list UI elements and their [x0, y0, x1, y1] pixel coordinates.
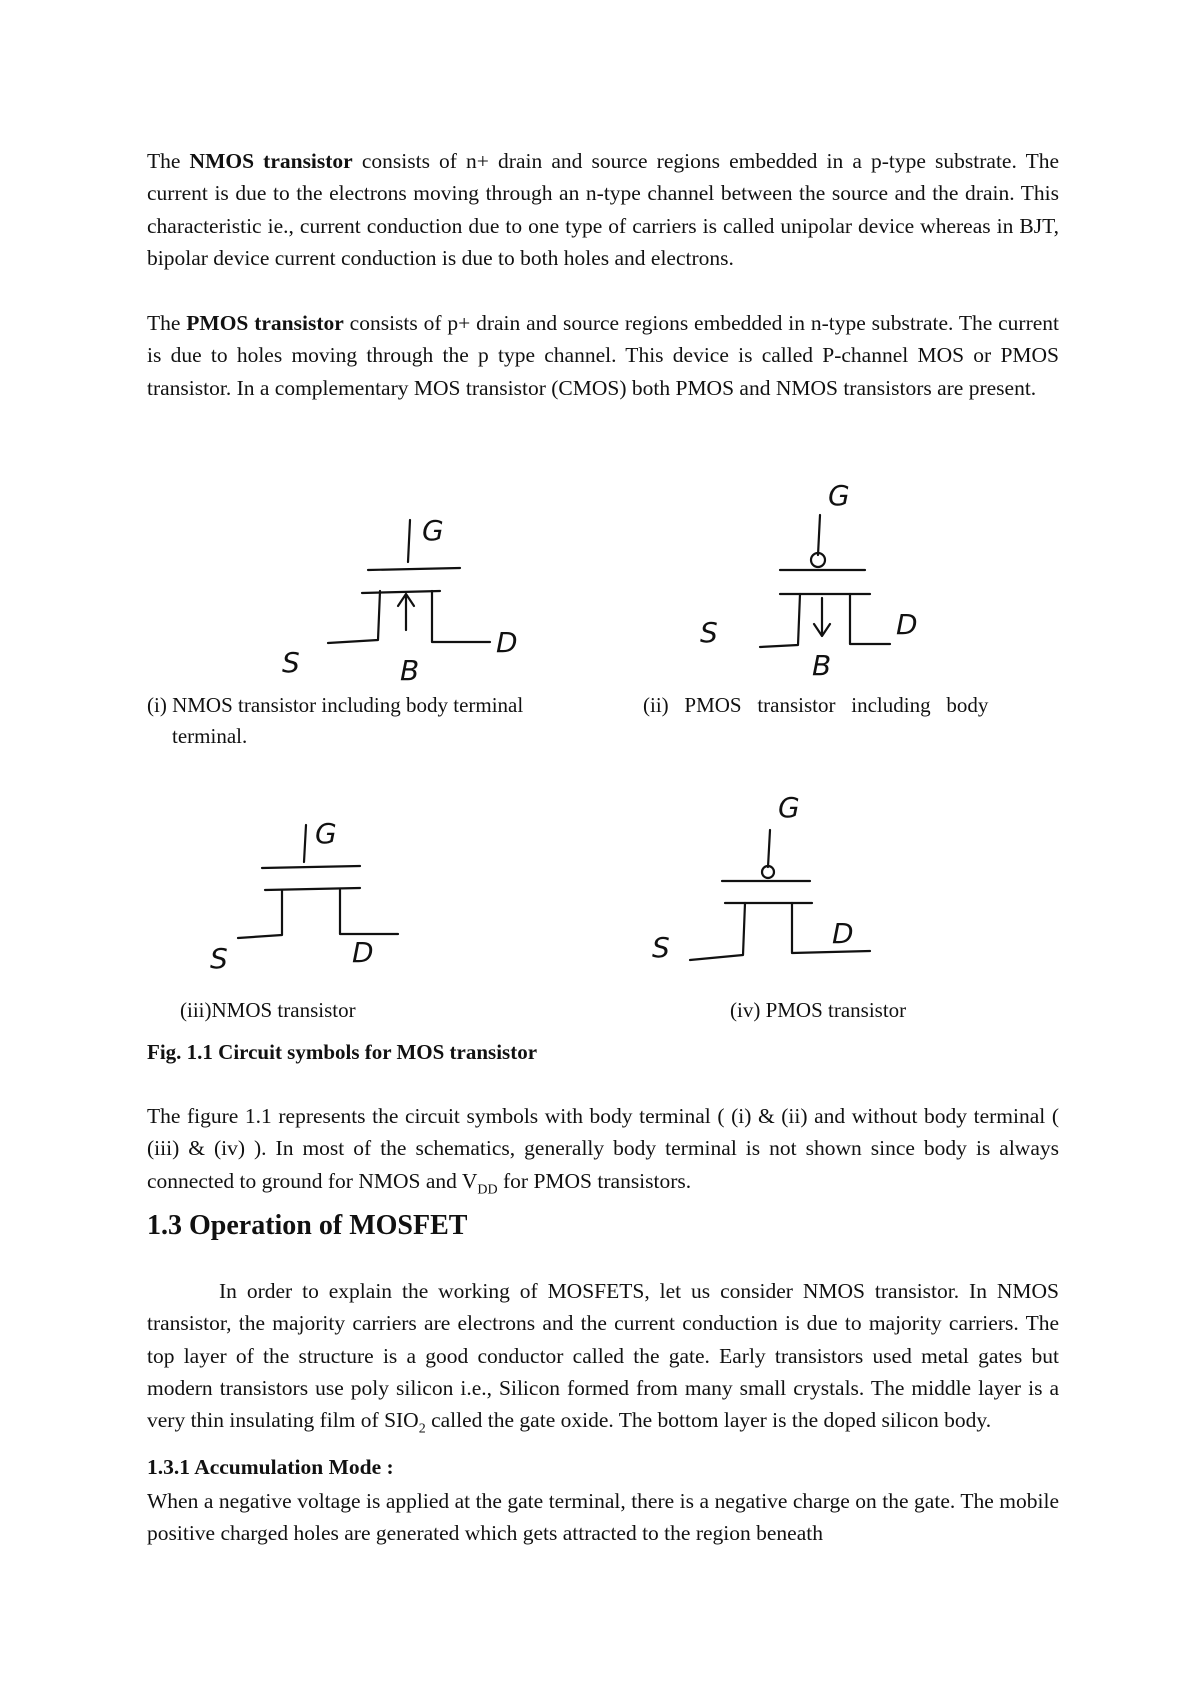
- nmos-term: NMOS transistor: [189, 149, 353, 173]
- text-run: called the gate oxide. The bottom layer is the doped silicon body.: [425, 1408, 992, 1433]
- sio2-subscript: 2: [418, 1421, 426, 1437]
- drain-label: D: [352, 936, 374, 969]
- source-lead: [690, 903, 745, 960]
- gate-lead: [818, 515, 820, 555]
- gate-lead: [768, 830, 770, 867]
- text-run: The: [147, 149, 190, 173]
- channel-line: [362, 591, 440, 593]
- gate-plate: [368, 568, 460, 570]
- drain-label: D: [496, 626, 518, 659]
- caption-iv: (iv) PMOS transistor: [730, 998, 907, 1022]
- vdd-subscript: DD: [477, 1181, 498, 1197]
- gate-label: G: [778, 791, 800, 824]
- pmos-symbol: [650, 791, 890, 985]
- body-arrow: [814, 598, 830, 636]
- source-lead: [328, 591, 380, 643]
- text-run: The: [147, 311, 187, 335]
- nmos-symbol: [210, 810, 430, 980]
- body-label: B: [812, 649, 832, 682]
- source-label: S: [210, 942, 228, 975]
- body-arrow: [398, 594, 414, 630]
- source-label: S: [652, 931, 670, 964]
- caption-i-continued: terminal.: [172, 724, 248, 748]
- caption-ii: (ii) PMOS transistor including body: [643, 693, 989, 717]
- accumulation-paragraph: When a negative voltage is applied at the gate terminal, there is a negative charge on the gate. The mobile positive charged holes are generated which gets attracted to the region beneath: [147, 1489, 1059, 1546]
- source-lead: [760, 594, 800, 647]
- subsection-heading: 1.3.1 Accumulation Mode :: [147, 1455, 394, 1479]
- drain-lead: [850, 594, 890, 644]
- drain-lead: [432, 591, 490, 642]
- gate-lead: [408, 520, 410, 562]
- text-run: In order to explain the working of MOSFETS, let us consider NMOS transistor. In NMOS transistor, the majority carriers are electrons and the current conduction is due to majority carriers. The top layer of the structure is a good conductor called the gate. Early transistors used metal gates but modern transistors use poly silicon i.e., Silicon formed from many small crystals. The middle layer is a very thin insulating film of SIO: [147, 1279, 1059, 1433]
- text-run: for PMOS transistors.: [497, 1168, 692, 1193]
- gate-label: G: [422, 514, 444, 547]
- gate-lead: [304, 825, 306, 862]
- section-heading: 1.3 Operation of MOSFET: [147, 1210, 468, 1241]
- source-lead: [238, 890, 282, 938]
- pmos-body-symbol: [700, 479, 960, 682]
- gate-plate: [262, 866, 360, 868]
- source-label: S: [282, 646, 300, 679]
- text-run: consists of p+ drain and source regions embedded in n-type substrate. The current is due to holes moving through the p type channel. This device is called P-channel MOS or PMOS transistor. In a complementary MOS transistor (CMOS) both PMOS and NMOS transistors are present.: [147, 311, 1059, 400]
- text-run: consists of n+ drain and source regions embedded in a p-type substrate. The current is due to the electrons moving through an n-type channel between the source and the drain. This characteristic ie., current conduction due to one type of carriers is called unipolar device whereas in BJT, bipolar device current conduction is due to both holes and electrons.: [147, 149, 1059, 270]
- nmos-body-symbol: [270, 500, 570, 690]
- drain-label: D: [896, 608, 918, 641]
- caption-i: (i) NMOS transistor including body terminal: [147, 693, 524, 717]
- drain-lead: [792, 903, 870, 953]
- body-label: B: [400, 654, 420, 687]
- channel-line: [265, 888, 360, 890]
- nmos-paragraph: [147, 145, 1059, 274]
- operation-paragraph: [147, 1275, 1059, 1446]
- drain-lead: [340, 890, 398, 934]
- text-run: The figure 1.1 represents the circuit symbols with body terminal ( (i) & (ii) and without body terminal ( (iii) & (iv) ). In most of the schematics, generally body terminal is not shown since body is always connected to ground for NMOS and V: [147, 1104, 1059, 1193]
- figure-description: [147, 1100, 1059, 1206]
- pmos-term: PMOS transistor: [186, 311, 344, 335]
- gate-label: G: [315, 817, 337, 850]
- gate-label: G: [828, 479, 850, 512]
- figure-title: Fig. 1.1 Circuit symbols for MOS transistor: [147, 1040, 538, 1064]
- caption-iii: (iii)NMOS transistor: [180, 998, 356, 1022]
- pmos-paragraph: [147, 307, 1059, 404]
- source-label: S: [700, 616, 718, 649]
- drain-label: D: [832, 917, 854, 950]
